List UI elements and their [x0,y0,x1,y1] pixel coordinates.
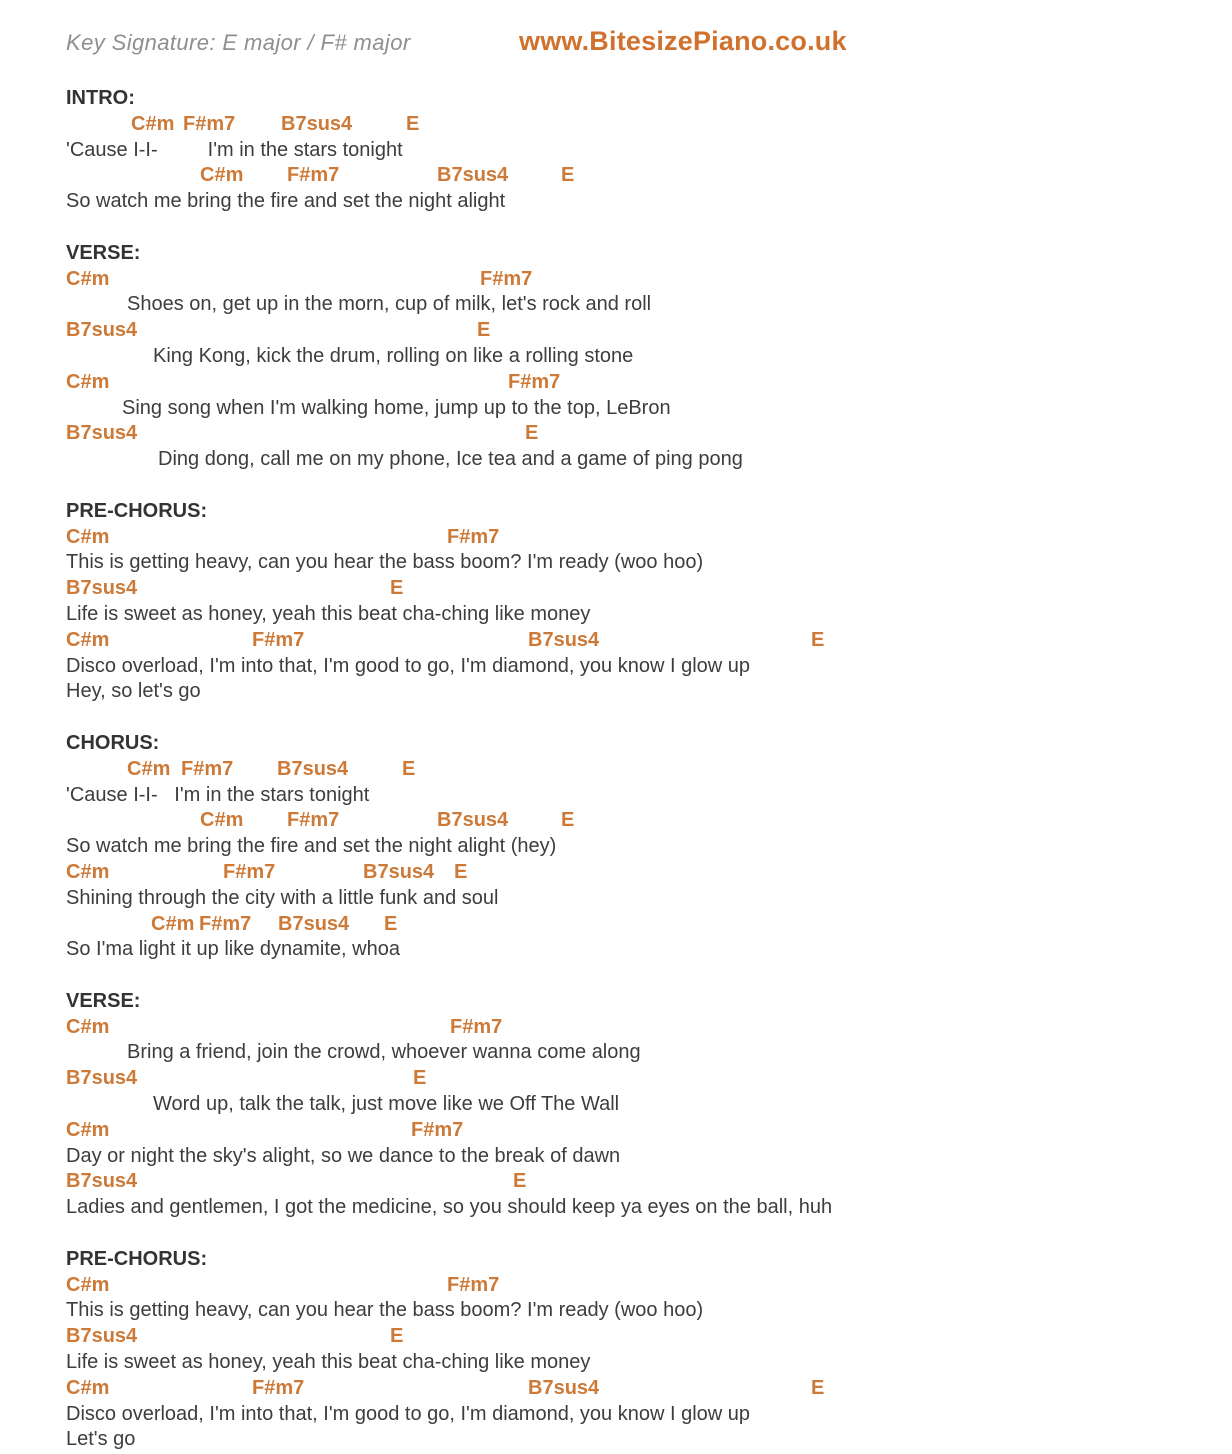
chord: B7sus4 [66,577,138,600]
chord-line [0,1376,1232,1402]
chord: F#m7 [447,525,500,548]
chord-line [0,757,1232,783]
lyric-line: Word up, talk the talk, just move like we Off The Wall [153,1093,620,1116]
chord-line [0,1324,1232,1350]
chord: C#m [66,860,110,883]
section-chorus [0,731,1232,963]
chord: C#m [66,628,110,651]
section-heading: INTRO: [66,87,135,109]
chord: B7sus4 [278,912,350,935]
chord-line [0,421,1232,447]
chord-line [0,1169,1232,1195]
chord-line [0,576,1232,602]
chord: B7sus4 [437,164,509,187]
chord-line [0,267,1232,293]
chord-line [0,1015,1232,1041]
lyric-line: So watch me bring the fire and set the night alight (hey) [66,835,557,858]
chord: C#m [66,1273,110,1296]
chord: E [811,1376,825,1399]
chord: E [525,422,539,445]
section-verse-2 [0,989,1232,1221]
chord: E [477,319,491,342]
chord: B7sus4 [66,319,138,342]
chord: E [811,628,825,651]
chord: F#m7 [480,267,533,290]
page-header [0,26,1232,60]
chord-line [0,112,1232,138]
chord: F#m7 [252,1376,305,1399]
chord-line [0,628,1232,654]
chord: C#m [66,370,110,393]
chord: C#m [151,912,195,935]
chord: E [413,1067,427,1090]
chord-line [0,1273,1232,1299]
chord: B7sus4 [437,809,509,832]
chord: B7sus4 [66,422,138,445]
lyric-line: Shoes on, get up in the morn, cup of milk, let's rock and roll [127,293,652,316]
chord: E [513,1170,527,1193]
section-pre-chorus-2 [0,1247,1232,1453]
chord: C#m [200,809,244,832]
chord: F#m7 [252,628,305,651]
chord-line [0,163,1232,189]
chord: C#m [200,164,244,187]
section-heading: VERSE: [66,989,141,1012]
chord-line [0,808,1232,834]
lyric-line: Disco overload, I'm into that, I'm good to go, I'm diamond, you know I glow up [66,1402,751,1425]
chord: B7sus4 [528,1376,600,1399]
section-heading: CHORUS: [66,731,160,754]
chord: E [402,757,416,780]
chord-line [0,1066,1232,1092]
chord: B7sus4 [66,1325,138,1348]
section-heading: PRE-CHORUS: [66,499,208,522]
chord: C#m [131,112,175,135]
chord: C#m [127,757,171,780]
lyric-line: Let's go [66,1428,136,1451]
lyric-line: Hey, so let's go [66,680,201,703]
chord: F#m7 [199,912,252,935]
lyric-line: This is getting heavy, can you hear the bass boom? I'm ready (woo hoo) [66,551,704,574]
website-link[interactable]: www.BitesizePiano.co.uk [519,26,847,56]
chord: B7sus4 [281,112,353,135]
chord: F#m7 [450,1015,503,1038]
chord: C#m [66,1376,110,1399]
section-heading: VERSE: [66,241,141,264]
lyric-line: This is getting heavy, can you hear the bass boom? I'm ready (woo hoo) [66,1299,704,1322]
section-verse-1 [0,241,1232,473]
chord: E [454,860,468,883]
chord-line [0,1118,1232,1144]
chord-line [0,370,1232,396]
lyric-line: Ladies and gentlemen, I got the medicine, so you should keep ya eyes on the ball, huh [66,1196,833,1219]
chord: F#m7 [411,1118,464,1141]
chord: E [561,809,575,832]
chord-line [0,525,1232,551]
lyric-line: Bring a friend, join the crowd, whoever wanna come along [127,1041,641,1064]
chord: F#m7 [181,757,234,780]
chord: E [561,164,575,187]
chord: F#m7 [508,370,561,393]
chord-line [0,318,1232,344]
chord-line [0,912,1232,938]
chord: E [390,1325,404,1348]
chord: E [384,912,398,935]
chord: F#m7 [183,112,236,135]
chord: C#m [66,525,110,548]
lyric-line: Disco overload, I'm into that, I'm good to go, I'm diamond, you know I glow up [66,654,751,677]
chord: B7sus4 [66,1067,138,1090]
chord: B7sus4 [363,860,435,883]
chord: F#m7 [447,1273,500,1296]
chord: F#m7 [287,164,340,187]
lyric-line: Sing song when I'm walking home, jump up to the top, LeBron [122,396,671,419]
chord: F#m7 [287,809,340,832]
section-intro [0,86,1232,215]
chord: C#m [66,267,110,290]
lyric-line: 'Cause I-I- I'm in the stars tonight [66,783,370,806]
chord: F#m7 [223,860,276,883]
chord: C#m [66,1118,110,1141]
section-heading: PRE-CHORUS: [66,1247,208,1270]
chord: E [390,577,404,600]
lyric-line: King Kong, kick the drum, rolling on like a rolling stone [153,344,634,367]
chord: B7sus4 [528,628,600,651]
lyric-line: Shining through the city with a little funk and soul [66,886,499,909]
lyric-line: Day or night the sky's alight, so we dance to the break of dawn [66,1144,621,1167]
lyric-line: Ding dong, call me on my phone, Ice tea and a game of ping pong [158,448,743,471]
lyric-line: Life is sweet as honey, yeah this beat cha-ching like money [66,1351,591,1374]
lyric-line: So watch me bring the fire and set the night alight [66,190,506,213]
chord: E [406,112,420,135]
lyric-line: Life is sweet as honey, yeah this beat cha-ching like money [66,602,591,625]
key-signature-label: Key Signature: E major / F# major [66,30,411,55]
chord: B7sus4 [66,1170,138,1193]
chord: C#m [66,1015,110,1038]
section-pre-chorus-1 [0,499,1232,705]
lyric-line: 'Cause I-I- I'm in the stars tonight [66,138,403,161]
chord: B7sus4 [277,757,349,780]
lyric-line: So I'ma light it up like dynamite, whoa [66,938,400,961]
chord-line [0,860,1232,886]
